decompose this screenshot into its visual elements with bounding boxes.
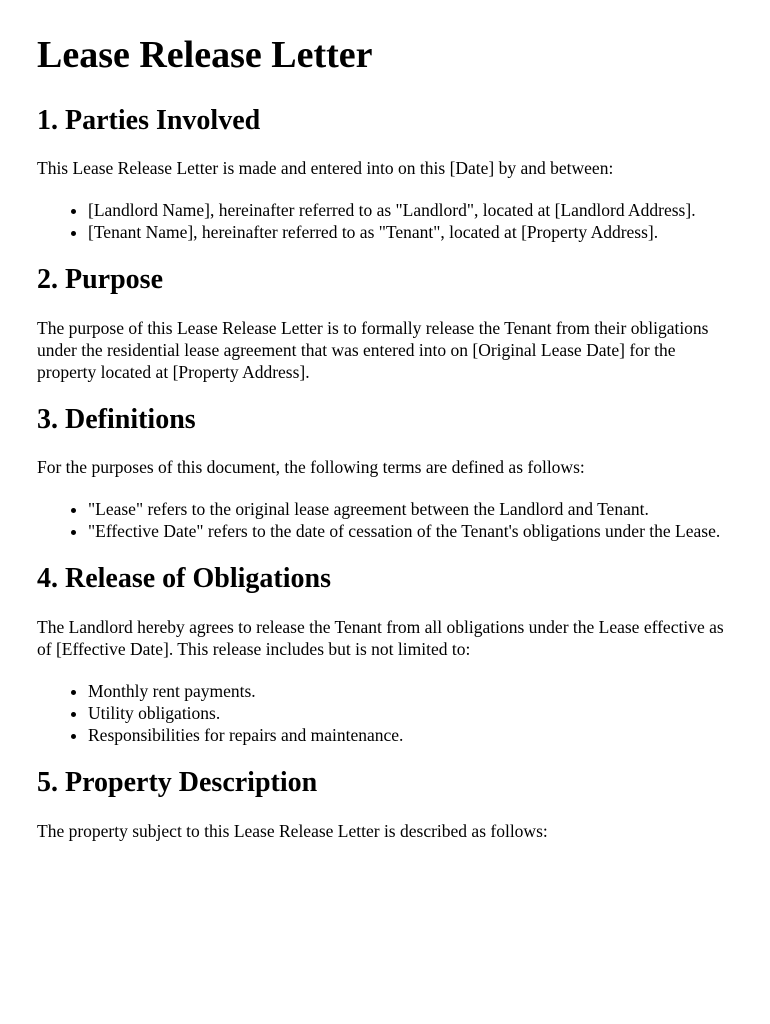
bullet-list [37,199,733,243]
list-item: • "Effective Date" refers to the date of cessation of the Tenant's obligations under the Lease. [88,520,733,542]
list-item: • [Tenant Name], hereinafter referred to as "Tenant", located at [Property Address]. [88,221,733,243]
section-heading: 4. Release of Obligations [37,563,331,595]
document-title: Lease Release Letter [37,34,373,76]
list-item: • Utility obligations. [88,702,733,724]
section-heading: 1. Parties Involved [37,104,261,136]
bullet-list [37,498,733,542]
list-item: • "Lease" refers to the original lease agreement between the Landlord and Tenant. [88,498,733,520]
section-definitions [37,403,733,543]
section-heading: 5. Property Description [37,767,318,799]
section-paragraph: The Landlord hereby agrees to release the Tenant from all obligations under the Lease effective as of [Effective Date]. This release includes but is not limited to: [37,617,724,660]
list-item: • Responsibilities for repairs and maintenance. [88,724,733,746]
section-release-of-obligations [37,562,733,746]
section-paragraph: The property subject to this Lease Release Letter is described as follows: [37,820,548,841]
section-heading: 2. Purpose [37,264,163,296]
section-heading: 3. Definitions [37,403,196,435]
section-paragraph: This Lease Release Letter is made and entered into on this [Date] by and between: [37,158,614,179]
bullet-list [37,680,733,746]
section-purpose [37,263,733,383]
section-parties-involved [37,104,733,244]
section-paragraph: The purpose of this Lease Release Letter is to formally release the Tenant from their obligations under the residential lease agreement that was entered into on [Original Lease Date] for the property located at [Property Address]. [37,317,709,382]
list-item: • Monthly rent payments. [88,680,733,702]
list-item: • [Landlord Name], hereinafter referred to as "Landlord", located at [Landlord Address]. [88,199,733,221]
section-property-description [37,766,733,842]
section-paragraph: For the purposes of this document, the following terms are defined as follows: [37,457,585,478]
